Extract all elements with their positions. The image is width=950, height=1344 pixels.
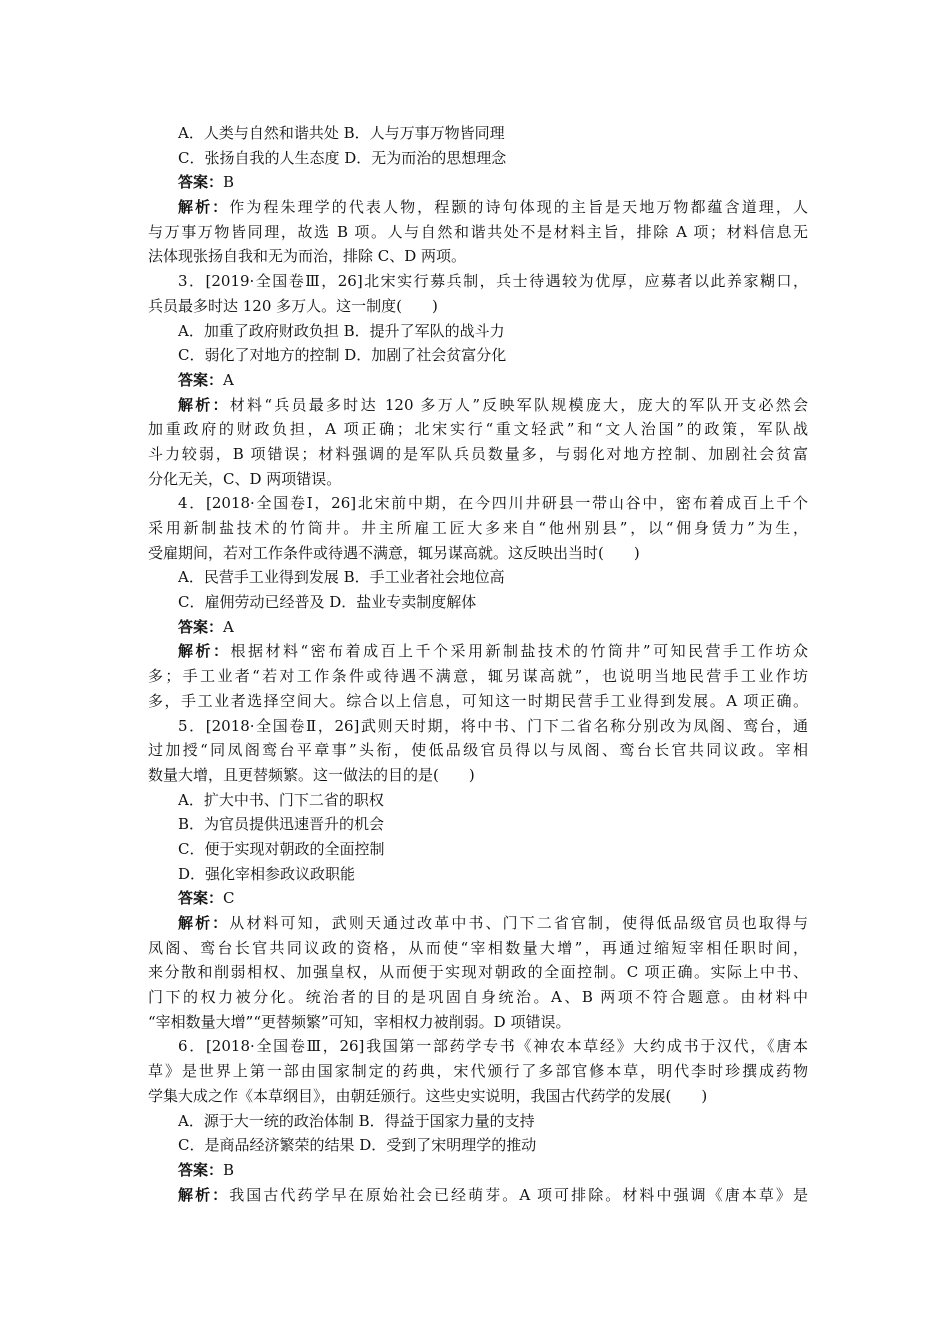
- line-text: B: [223, 173, 235, 192]
- answer-line: [148, 1158, 808, 1183]
- text-line: [148, 714, 808, 739]
- text-line: [148, 319, 808, 344]
- text-line: [148, 689, 808, 714]
- line-text: 数量大增，且更替频繁。这一做法的目的是( ): [148, 765, 475, 784]
- line-text: D．强化宰相参政议政职能: [178, 864, 356, 883]
- text-line: [148, 985, 808, 1010]
- text-line: [148, 417, 808, 442]
- text-line: [148, 269, 808, 294]
- line-text: 与万事万物皆同理，故选 B 项。人与自然和谐共处不是材料主旨，排除 A 项；材料信息无: [148, 222, 808, 241]
- text-line: [148, 541, 808, 566]
- line-text: 3．[2019·全国卷Ⅲ，26]北宋实行募兵制，兵士待遇较为优厚，应募者以此养家糊口，: [178, 272, 808, 291]
- line-text: 5．[2018·全国卷Ⅱ，26]武则天时期，将中书、门下二省名称分别改为凤阁、鸾台，通: [178, 716, 808, 735]
- analysis-label: 解析：: [178, 1185, 230, 1204]
- line-text: A．源于大一统的政治体制 B．得益于国家力量的支持: [178, 1111, 535, 1130]
- line-text: 多，手工业者选择空间大。综合以上信息，可知这一时期民营手工业得到发展。A 项正确。: [148, 691, 808, 710]
- line-text: C．雇佣劳动已经普及 D．盐业专卖制度解体: [178, 593, 477, 612]
- text-line: [148, 788, 808, 813]
- line-text: 学集大成之作《本草纲目》，由朝廷颁行。这些史实说明，我国古代药学的发展( ): [148, 1086, 708, 1105]
- text-line: [148, 936, 808, 961]
- line-text: 法体现张扬自我和无为而治，排除 C、D 两项。: [148, 247, 467, 266]
- answer-line: [148, 615, 808, 640]
- text-line: [148, 664, 808, 689]
- text-line: [148, 565, 808, 590]
- answer-line: [148, 393, 808, 418]
- line-text: A: [223, 370, 234, 389]
- line-text: 6．[2018·全国卷Ⅲ，26]我国第一部药学专书《神农本草经》大约成书于汉代，《唐本: [178, 1037, 808, 1056]
- text-line: [148, 837, 808, 862]
- analysis-label: 解析：: [178, 395, 230, 414]
- line-text: 门下的权力被分化。统治者的目的是巩固自身统治。A、B 两项不符合题意。由材料中: [148, 988, 808, 1007]
- line-text: 4．[2018·全国卷Ⅰ，26]北宋前中期，在今四川井研县一带山谷中，密布着成百上千个: [178, 494, 808, 513]
- text-line: [148, 1084, 808, 1109]
- page-content: [148, 121, 808, 1207]
- text-line: [148, 244, 808, 269]
- line-text: 草》是世界上第一部由国家制定的药典，宋代颁行了多部官修本草，明代李时珍撰成药物: [148, 1062, 808, 1081]
- line-text: 来分散和削弱相权、加强皇权，从而便于实现对朝政的全面控制。C 项正确。实际上中书、: [148, 963, 808, 982]
- answer-line: [148, 911, 808, 936]
- line-text: A: [223, 617, 234, 636]
- line-text: A．民营手工业得到发展 B．手工业者社会地位高: [178, 568, 505, 587]
- text-line: [148, 146, 808, 171]
- analysis-label: 解析：: [178, 642, 231, 661]
- answer-label: 答案：: [178, 370, 224, 389]
- text-line: [148, 738, 808, 763]
- line-text: 作为程朱理学的代表人物，程颢的诗句体现的主旨是天地万物都蕴含道理，人: [229, 198, 808, 217]
- line-text: 过加授“同凤阁鸾台平章事”头衔，使低品级官员得以与凤阁、鸾台长官共同议政。宰相: [148, 741, 808, 760]
- text-line: [148, 1133, 808, 1158]
- answer-line: [148, 170, 808, 195]
- line-text: 分化无关，C、D 两项错误。: [148, 469, 342, 488]
- analysis-label: 解析：: [178, 914, 230, 932]
- text-line: [148, 1059, 808, 1084]
- line-text: 加重政府的财政负担，A 项正确；北宋实行“重文轻武”和“文人治国”的政策，军队战: [148, 420, 808, 439]
- text-line: [148, 442, 808, 467]
- line-text: 斗力较弱，B 项错误；材料强调的是军队兵员数量多，与弱化对地方控制、加剧社会贫富: [148, 444, 808, 463]
- answer-line: [148, 639, 808, 664]
- line-text: A．加重了政府财政负担 B．提升了军队的战斗力: [178, 321, 505, 340]
- text-line: [148, 1109, 808, 1134]
- line-text: C．张扬自我的人生态度 D．无为而治的思想理念: [178, 148, 507, 167]
- line-text: “宰相数量大增”“更替频繁”可知，宰相权力被削弱。D 项错误。: [148, 1012, 571, 1031]
- line-text: 材料“兵员最多时达 120 多万人”反映军队规模庞大，庞大的军队开支必然会: [229, 395, 808, 414]
- text-line: [148, 960, 808, 985]
- line-text: 多；手工业者“若对工作条件或待遇不满意，辄另谋高就”，也说明当地民营手工业作坊: [148, 667, 808, 686]
- text-line: [148, 862, 808, 887]
- text-line: [148, 220, 808, 245]
- answer-line: [148, 1183, 808, 1208]
- line-text: 我国古代药学早在原始社会已经萌芽。A 项可排除。材料中强调《唐本草》是: [229, 1185, 808, 1204]
- text-line: [148, 590, 808, 615]
- line-text: 根据材料“密布着成百上千个采用新制盐技术的竹筒井”可知民营手工作坊众: [230, 642, 808, 661]
- line-text: 受雇期间，若对工作条件或待遇不满意，辄另谋高就。这反映出当时( ): [148, 543, 640, 562]
- text-line: [148, 1010, 808, 1035]
- line-text: 凤阁、鸾台长官共同议政的资格，从而使“宰相数量大增”，再通过缩短宰相任职时间，: [148, 938, 808, 957]
- line-text: 从材料可知，武则天通过改革中书、门下二省官制，使得低品级官员也取得与: [229, 914, 808, 932]
- line-text: 兵员最多时达 120 多万人。这一制度( ): [148, 296, 438, 315]
- analysis-label: 解析：: [178, 198, 230, 217]
- line-text: 采用新制盐技术的竹筒井。井主所雇工匠大多来自“他州别县”，以“佣身赁力”为生，: [148, 519, 808, 537]
- answer-line: [148, 368, 808, 393]
- text-line: [148, 516, 808, 541]
- text-line: [148, 1034, 808, 1059]
- line-text: B．为官员提供迅速晋升的机会: [178, 815, 385, 834]
- answer-line: [148, 195, 808, 220]
- text-line: [148, 343, 808, 368]
- answer-line: [148, 886, 808, 911]
- line-text: C．便于实现对朝政的全面控制: [178, 839, 385, 858]
- line-text: C: [223, 889, 235, 908]
- line-text: B: [223, 1160, 235, 1179]
- line-text: A．扩大中书、门下二省的职权: [178, 790, 384, 809]
- text-line: [148, 121, 808, 146]
- text-line: [148, 491, 808, 516]
- text-line: [148, 812, 808, 837]
- answer-label: 答案：: [178, 1160, 224, 1179]
- text-line: [148, 467, 808, 492]
- line-text: A．人类与自然和谐共处 B．人与万事万物皆同理: [178, 124, 505, 142]
- answer-label: 答案：: [178, 889, 224, 908]
- line-text: C．弱化了对地方的控制 D．加剧了社会贫富分化: [178, 346, 507, 365]
- text-line: [148, 763, 808, 788]
- answer-label: 答案：: [178, 617, 224, 636]
- line-text: C．是商品经济繁荣的结果 D．受到了宋明理学的推动: [178, 1136, 537, 1155]
- text-line: [148, 294, 808, 319]
- answer-label: 答案：: [178, 173, 224, 192]
